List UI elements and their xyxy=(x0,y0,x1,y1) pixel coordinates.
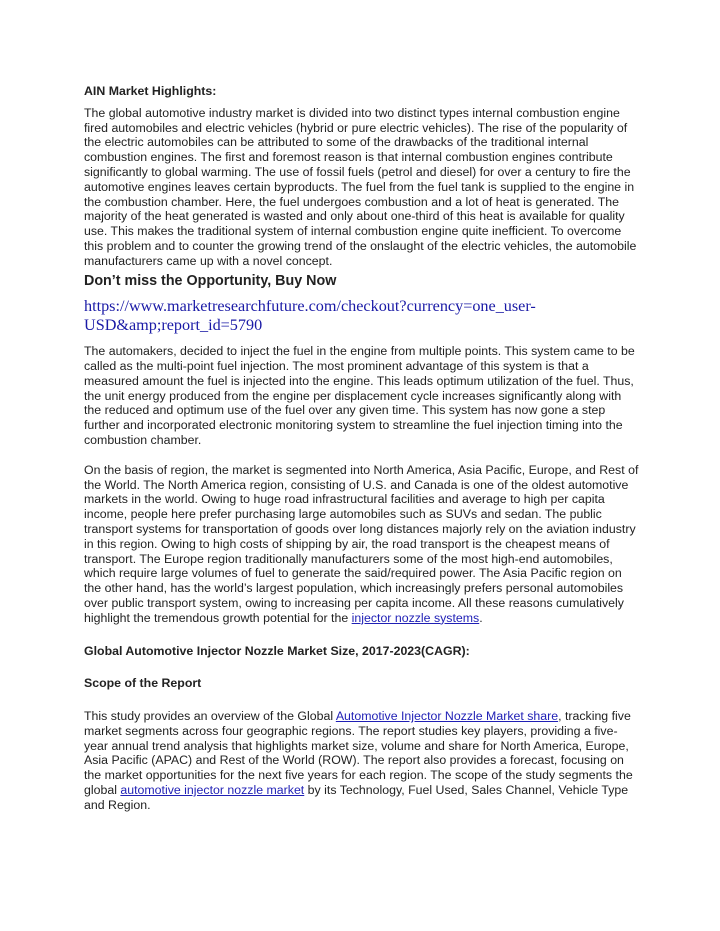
highlights-heading: AIN Market Highlights: xyxy=(84,84,217,98)
scope-paragraph xyxy=(84,709,640,813)
scope-text-2: , tracking five market segments across four geographic regions. The report studies key players, providing a five-year annual trend analysis that highlights market size, volume and share for North America, Europe, Asia Pacific (APAC) and Rest of the World (ROW). The report also provides a forecast, focusing on the market opportunities for the next five years for each region. The scope of the study segments the global xyxy=(84,709,633,798)
scope-text-1: This study provides an overview of the Global xyxy=(84,709,336,724)
region-text: On the basis of region, the market is segmented into North America, Asia Pacific, Europe, and Rest of the World. The North America region, consisting of U.S. and Canada is one of the oldest automotive markets in the world. Owing to huge road infrastructural facilities and average to high per capita income, people here prefer purchasing large automobiles such as SUVs and sedan. The public transport systems for transportation of goods over long distances majorly rely on the aviation industry in this region. Owing to high costs of shipping by air, the road transport is the cheapest means of transport. The Europe region traditionally manufacturers some of the most high-end automobiles, which require large volumes of fuel to generate the said/required power. The Asia Pacific region on the other hand, has the world’s largest population, which increasingly prefers personal automobiles over public transport system, owing to increasing per capita income. All these reasons cumulatively highlight the tremendous growth potential for the xyxy=(84,462,639,625)
scope-text-3: by its Technology, Fuel Used, Sales Channel, Vehicle Type and Region. xyxy=(84,783,629,812)
region-paragraph xyxy=(84,463,640,626)
region-tail: . xyxy=(479,610,483,625)
market-share-link[interactable]: Automotive Injector Nozzle Market share xyxy=(335,709,559,724)
scope-heading: Scope of the Report xyxy=(84,676,202,691)
injector-nozzle-market-link[interactable]: automotive injector nozzle market xyxy=(120,783,305,798)
cta-heading: Don’t miss the Opportunity, Buy Now xyxy=(84,272,337,289)
market-size-heading: Global Automotive Injector Nozzle Market Size, 2017-2023(CAGR): xyxy=(84,643,470,658)
injection-paragraph: The automakers, decided to inject the fuel in the engine from multiple points. This system came to be called as the multi-point fuel injection. The most prominent advantage of this system is that a measured amount the fuel is injected into the engine. This leads optimum utilization of the fuel. Thus, the unit energy produced from the engine per displacement cycle increases significantly along with the reduced and optimum use of the fuel over any given time. This system has now gone a step further and incorporated electronic monitoring system to streamline the fuel injection timing into the combustion chamber. xyxy=(84,344,635,447)
highlights-paragraph: The global automotive industry market is divided into two distinct types internal combustion engine fired automobiles and electric vehicles (hybrid or pure electric vehicles). The rise of the popularity of the electric automobiles can be attributed to some of the drawbacks of the traditional internal combustion engines. The first and foremost reason is that internal combustion engines contribute significantly to global warming. The use of fossil fuels (petrol and diesel) for over a century to fire the automotive engines leaves certain byproducts. The fuel from the fuel tank is supplied to the engine in the combustion chamber. Here, the fuel undergoes combustion and a lot of heat is generated. The majority of the heat generated is wasted and only about one-third of this heat is available for quality use. This makes the traditional system of internal combustion engine quite inefficient. To overcome this problem and to counter the growing trend of the onslaught of the electric vehicles, the automobile manufacturers came up with a novel concept. xyxy=(84,105,637,268)
checkout-url[interactable]: https://www.marketresearchfuture.com/checkout?currency=one_user-USD&amp;report_id=5790 xyxy=(84,296,536,335)
injector-nozzle-systems-link[interactable]: injector nozzle systems xyxy=(351,610,480,625)
document-page xyxy=(84,84,640,813)
